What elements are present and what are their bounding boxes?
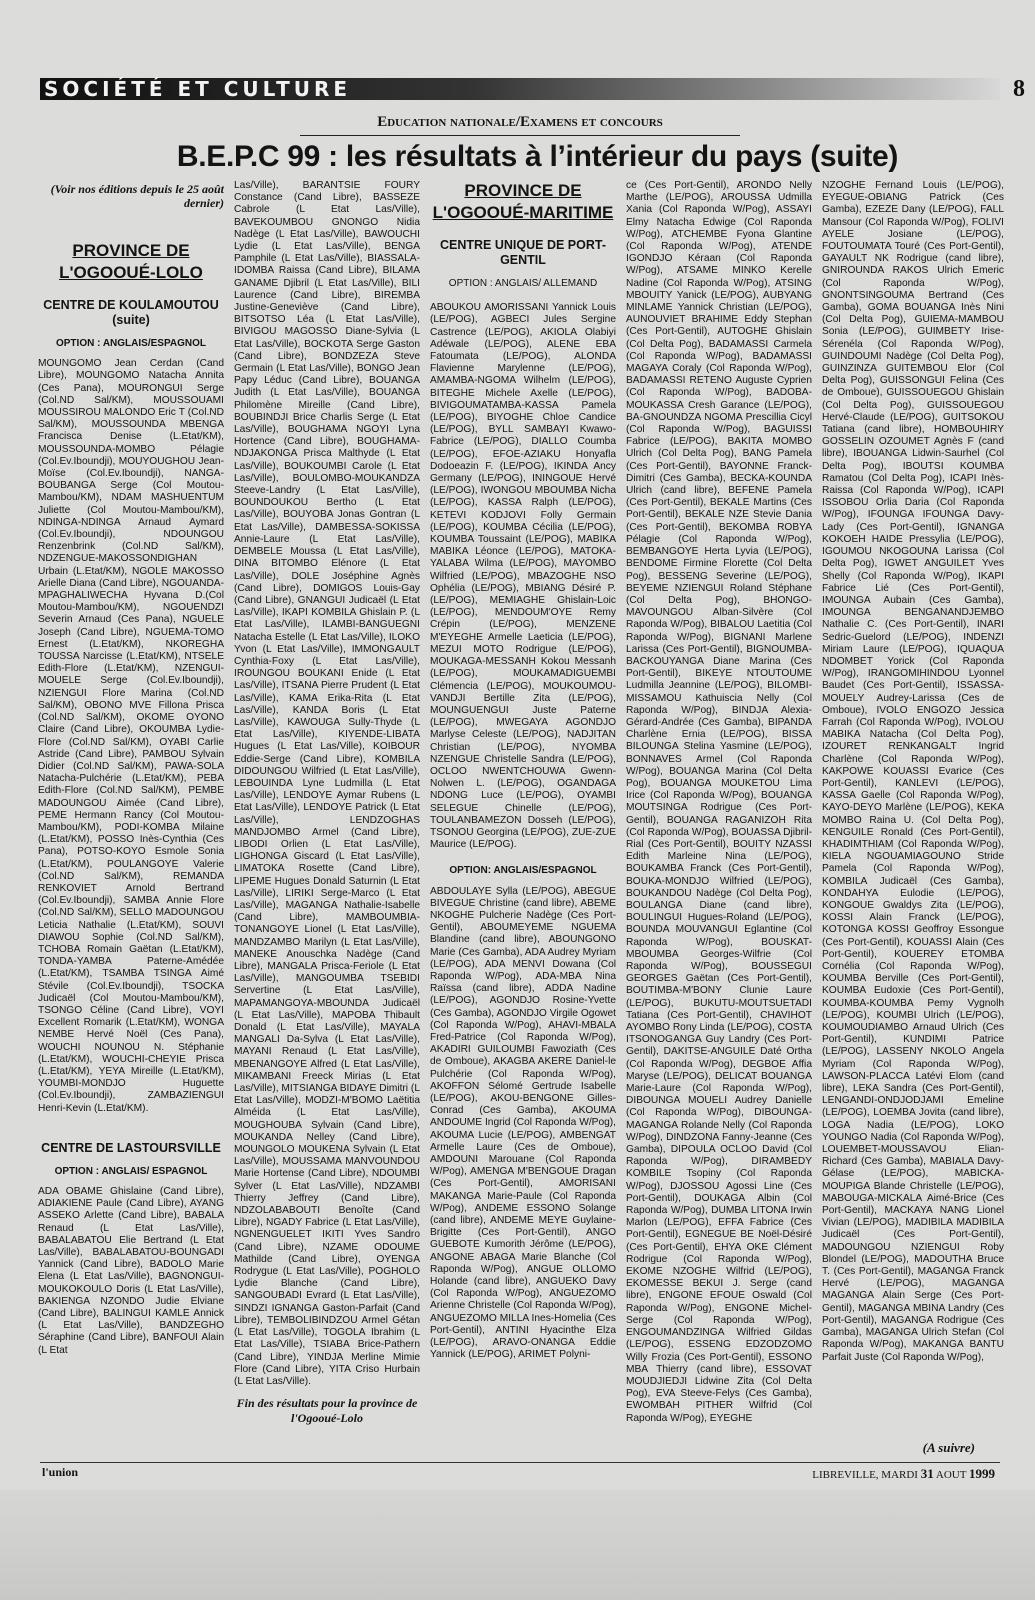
results-text: ABDOULAYE Sylla (LE/POG), ABEGUE BIVEGUE Christine (cand libre), ABEME NKOGHE Pulcherie Nadège (Ces Port-Gentil), ABOUMEYEME NGUEMA Blandine (cand libre), ABOUNGONO Marie (Ces Gamba), ADA Audrey Myriam (LE/POG), ADA MENVI Dowana (Col Raponda W/Pog), ADA-MBA Nina Raïssa (cand libre), ADDA Nadine (LE/POG), AGONDJO Rosine-Yvette (Ces Gamba), AGONDJO Virgile Ogowet (Col Raponda W/Pog), AHAVI-MBALA Fred-Patrice (Col Raponda W/Pog), AKADIRI GUILOUMBI Fawoziath (Ces de Omboue), AKAGBA AKERE Daniel-le Pulchérie (Col Raponda W/Pog), AKOFFON Sélomé Gertrude Isabelle (LE/POG), AKOU-BENGONE Gilles-Conrad (Ces Gamba), AKOUMA ANDOUME Ingrid (Col Raponda W/Pog), AKOUMA Lucie (LE/POG), AMBENGAT Armelle Laure (Ces de Omboue), AMDOUNI Marouane (Col Raponda W/Pog), AMENGA M'BENGOUE Dragan (Ces Port-Gentil), AMORISANI MAKANGA Marie-Paule (Col Raponda W/Pog), ANDEME ESSONO Solange (cand libre), ANDEME MEYE Guylaine-Brigitte (Ces Port-Gentil), ANGO GUEBOTE Kumorith Jérôme (LE/POG), ANGONE ABAGA Marie Blanche (Col Raponda W/Pog), ANGUE OLLOMO Holande (cand libre), ANGUEKO Davy (Col Raponda W/Pog), ANGUEZOMO Arienne Christelle (Col Raponda W/Pog), ANGUEZOMO MILLA Ines-Homelia (Ces Port-Gentil), ANTINI Hyacinthe Elza (LE/POG), ARAVO-ONANGA Eddie Yannick (LE/POG), ARIMET Polyni- xyxy=(430,885,616,1361)
end-note: Fin des résultats pour la province de l'Ogooué-Lolo xyxy=(236,1396,418,1426)
option-heading: OPTION : ANGLAIS/ ALLEMAND xyxy=(448,278,598,289)
results-text: Las/Ville), BARANTSIE FOURY Constance (Cand Libre), BASSEZE Cabrole (L Etat Las/Ville), BAVEKOUMBOU GNONGO Nidia Nadège (L Etat Las/Ville), BAWOUCHI Lydie (L Etat Las/Ville), BENGA Pamphile (L Etat Las/Ville), BIASSALA-IDOMBA Raissa (Cand Libre), BILAMA GANAME Djibril (L Etat Las/Ville), BILI Laurence (Cand Libre), BIREMBA Justine-Geneviève (Cand Libre), BITSOTSO Léa (L Etat Las/Ville), BIVIGOU MAGOSSO Diane-Sylvia (L Etat Las/Ville), BOCKOTA Serge Gaston (Cand Libre), BONDZEZA Steve Germain (L Etat Las/Ville), BONGO Jean Papy Léduc (Cand Libre), BOUANGA Judith (L Etat Las/Ville), BOUANGA Philomène Mireille (Cand Libre), BOUBINDJI Brice Charlis Serge (L Etat Las/Ville), BOUGHAMA NGOYI Lyna Hortence (Cand Libre), BOUGHAMA-NDJAKONGA Prisca Malthyde (L Etat Las/Ville), BOUKOUMBI Carole (L Etat Las/Ville), BOULOMBO-MOUKANDZA Steeve-Landry (L Etat Las/Ville), BOUNDOUKOU Bertho (L Etat Las/Ville), BOUYOBA Jonas Gontran (L Etat Las/Ville), DAMBESSA-SOKISSA Annie-Laure (L Etat Las/Ville), DEMBELE Moussa (L Etat Las/Ville), DINA BITOMBO Elénore (L Etat Las/Ville), DOLE Joséphine Agnès (Cand Libre), DOMIGOS Louis-Gay (Cand Libre), GNANGUI Judicaël (L Etat Las/Ville), IKAPI KOMBILA Ghislain P. (L Etat Las/Ville), ILAMBI-BANGUEGNI Natacha Estelle (L Etat Las/Ville), ILOKO Yvon (L Etat Las/Ville), IMMONGAULT Cynthia-Foxy (L Etat Las/Ville), IROUNGOU BOUKANI Enide (L Etat Las/Ville), ITSANA Pierre Prudent (L Etat Las/Ville), KAMA Erika-Rita (L Etat Las/Ville), KANDA Boris (L Etat Las/Ville), KAWOUGA Sully-Thyde (L Etat Las/Ville), KIYENDE-LIBATA Hugues (L Etat Las/Ville), KOIBOUR Eddie-Serge (Cand Libre), KOMBILA DIDOUNGOU Wilfried (L Etat Las/Ville), LEBOUINDA Lyne Ludmilla (L Etat Las/Ville), LENDOYE Aymar Rubens (L Etat Las/Ville), LENDOYE Patrick (L Etat Las/Ville), LENDZOGHAS MANDJOMBO Armel (Cand Libre), LIBODI Orlien (L Etat Las/Ville), LIGHONGA Giscard (L Etat Las/Ville), LIMATOKA Rosette (Cand Libre), LIPEME Hugues Donald Saturnin (L Etat Las/Ville), LIRIKI Serge-Marco (L Etat Las/Ville), MAGANGA Nathalie-Isabelle (Cand Libre), MAMBOUMBIA-TONANGOYE Lionel (L Etat Las/Ville), MANDZAMBO Marilyn (L Etat Las/Ville), MANEKE Anouschka Nadège (Cand Libre), MANGALA Prisca-Feriole (L Etat Las/Ville), MANGOUMBA TSEBIDI Servertine (L Etat Las/Ville), MAPAMANGOYA-MBOUNDA Judicaël (L Etat Las/Ville), MAPOBA Thibault Donald (L Etat Las/Ville), MAYALA MANGALI Da-Sylva (L Etat Las/Ville), MAYANI Renaud (L Etat Las/Ville), MBENANGOYE Alfred (L Etat Las/Ville), MIKAMBANI Freeck Mirias (L Etat Las/Ville), MITSIANGA BIDAYE Dimitri (L Etat Las/Ville), MODZI-M'BOMO Laëtitia Alméida (L Etat Las/Ville), MOUGHOUBA Sylvain (Cand Libre), MOUKANDA Nelley (Cand Libre), MOUNGOLO MOUKENA Sylvain (L Etat Las/Ville), MOUSSAMA MANVOUNDOU Marie Hortense (Cand Libre), NDOUMBI Sylver (L Etat Las/Ville), NDZAMBI Thierry Jeffrey (Cand Libre), NDZOLABABOUTI Benoîte (Cand Libre), NGADY Fabrice (L Etat Las/Ville), NGNENGUELET IKITI Yves Sandro (Cand Libre), NZAME ODOUME Mathilde (Cand Libre), OYENGA Rodrygue (L Etat Las/Ville), POGHOLO Lydie Blanche (Cand Libre), SANGOUBADI Evrard (L Etat Las/Ville), SINDZI IGNANGA Gaston-Parfait (Cand Libre), TEMBOLIBINDZOU Armel Gétan (L Etat Las/Ville), TOGOLA Ibrahim (L Etat Las/Ville), TSIABA Brice-Pathern (Cand Libre), YINDJA Merline Mimie Flore (Cand Libre), YITA Criso Hurbain (L Etat Las/Ville). xyxy=(234,180,420,1387)
centre-heading: CENTRE UNIQUE DE PORT-GENTIL xyxy=(440,238,606,267)
kicker-rule xyxy=(300,135,740,136)
centre-heading: CENTRE DE KOULAMOUTOU (suite) xyxy=(43,298,219,327)
page-number: 8 xyxy=(1013,76,1025,102)
date-month: AOUT xyxy=(935,1469,967,1481)
results-text: ce (Ces Port-Gentil), ARONDO Nelly Marthe (LE/POG), AROUSSA Udmilla Xania (Col Raponda W/Pog), ASSAYI Elmy Natacha Edwige (Col Raponda W/Pog), ATCHEMBE Fyona Glantine (Col Raponda W/Pog), ATENDE IGONDJO Kéraan (Col Raponda W/Pog), ATSAME MINKO Kerelle Nadine (Col Raponda W/Pog), ATSING MBOUITY Yanick (LE/POG), AUBYANG MINLAME Yannick Christian (LE/POG), AUNOUVIET BRAHIME Eddy Stephan (Ces Port-Gentil), AUTOGHE Ghislain (Col Delta Pog), BADAMASSI Carmela (Col Raponda W/Pog), BADAMASSI MAGAYA Coraly (Col Raponda W/Pog), BADAMASSI RETENO Auguste Cyprien (Col Raponda W/Pog), BADOBA-MOUKASSA Cresh Garance (LE/POG), BA-GNOUNDZA NGOMA Prescillia Cicyl (Col Raponda W/Pog), BAGUISSI Fabrice (LE/POG), BAKITA MOMBO Ulrich (Col Delta Pog), BANG Pamela (Ces Port-Gentil), BAYONNE Franck-Dimitri (Ces Gamba), BECKA-KOUNDA Ulrich (cand libre), BEFENE Pamela (Ces Port-Gentil), BEKALE Martins (Ces Port-Gentil), BEKALE NZE Stevie Dania (Ces Port-Gentil), BEKOMBA ROBYA Pélagie (Col Raponda W/Pog), BEMBANGOYE Herta Lyvia (LE/POG), BENDOME Firmine Florette (Col Delta Pog), BESSENG Severine (LE/POG), BEYEME NZIENGUI Roland Stéphane (Col Delta Pog), BHONGO-MAVOUNGOU Alban-Silvère (Col Raponda W/Pog), BIBALOU Laetitia (Col Raponda W/Pog), BIGNANI Marlene Larissa (Ces Port-Gentil), BIGNOUMBA-BACKOUYANGA Diane Marina (Ces Port-Gentil), BIKEYE NTOUTOUME Ludmilla Jeannine (LE/POG), BILOMBI-MISSAMOU Kathuiscia Nelly (Col Raponda W/Pog), BINDJA Alexia-Gérard-Andrée (Ces Gamba), BIPANDA Charlène Ernia (LE/POG), BISSA BILOUNGA Stelina Yasmine (LE/POG), BONNAVES Armel (Col Raponda W/Pog), BOUANGA Marina (Col Delta Pog), BOUANGA MOUKETOU Lima Irice (Col Raponda W/Pog), BOUANGA MOUTSINGA Rodrigue (Ces Port-Gentil), BOUANGA RAGANIZOH Rita (Col Raponda W/Pog), BOUASSA Djibril-Rial (Ces Port-Gentil), BOUITY NZASSI Edith Marleine Nina (LE/POG), BOUKAMBA Franck (Ces Port-Gentil), BOUKA-MONDJO Wilfried (LE/POG), BOUKANDOU Nadège (Col Delta Pog), BOULANGA Diane (cand libre), BOULINGUI Hugues-Roland (LE/POG), BOUNDA MOUVANGUI Eglantine (Col Raponda W/Pog), BOUSKAT-MBOUMBA Georges-Wilfrie (Col Raponda W/Pog), BOUSSEGUI GEORGES Gaëtan (Ces Port-Gentil), BOUTIMBA-M'BONY Clunie Laure (LE/POG), BUKUTU-MOUTSUETADI Tatiana (Ces Port-Gentil), CHAVIHOT AYOMBO Rony Linda (LE/POG), COSTA ITSONOGANGA Guy Landry (Ces Port-Gentil), DAKITSE-ANGUILE Daté Ortha (Col Raponda W/Pog), DEGBOE Affia Maryse (LE/POG), DELICAT BOUANGA Marie-Laure (Col Raponda W/Pog), DIBOUNGA MOUELI Audrey Danielle (Col Raponda W/Pog), DIBOUNGA-MAGANGA Rolande Nelly (Col Raponda W/Pog), DINDZONA Fanny-Jeanne (Ces Gamba), DIPOULA OCLOO David (Col Raponda W/Pog), DIRAMBEDY KOMBILE Tsopiny (Col Raponda W/Pog), DJOSSOU Agossi Line (Ces Port-Gentil), DOUKAGA Albin (Col Raponda W/Pog), DUMBA LITONA Irwin Marlon (LE/POG), EFFA Fabrice (Ces Port-Gentil), EGNEGUE BE Noël-Désiré (Ces Port-Gentil), EHYA OKE Clément Rodrigue (Col Raponda W/Pog), EKOME NZOGHE Wilfrid (LE/POG), EKOMESSE BEKUI J. Serge (cand libre), ENGONE EFOUE Oswald (Col Raponda W/Pog), ENGONE Michel-Serge (Col Raponda W/Pog), ENGOUMANDZINGA Wilfried Gildas (LE/POG), ESSENG EDZODZOMO Willy Frozia (Ces Port-Gentil), ESSONO MBA Thierry (cand libre), ESSOVAT MOUDJIEDJI Lidwine Zita (Col Delta Pog), EVA Steeve-Felys (Ces Gamba), EWOMBAH PITHER Wilfrid (Col Raponda W/Pog), EYEGHE xyxy=(626,180,812,1424)
results-text: MOUNGOMO Jean Cerdan (Cand Libre), MOUNGOMO Natacha Annita (Ces Pana), MOURONGUI Serge (Col.ND Sal/KM), MOUSSOUAMI MOUSSIROU MALONDO Eric T (Col.ND Sal/KM), MOUSSOUNDA MBENGA Francisca Denise (L.Etat/KM), MOUSSOUNDA-MOMBO Pélagie (Col.Ev.Iboundji), MOUYOUGHOU Jean-Moïse (Col.Ev.Iboundji), NANGA-BOUBANGA Serge (Col Moutou-Mambou/KM), NDAM MASHUENTUM Juliette (Col Moutou-Mambou/KM), NDINGA-NDINGA Arnaud Aymard (Col.Ev.Iboundji), NDOUNGOU Renzenbrink (Col.ND Sal/KM), NDZENGUE-MAKOSSONDIGHAN Urbain (L.Etat/KM), NGOLE MAKOSSO Arielle Diana (Cand Libre), NGOUANDA-MPAGHALIWECHA Hyvana D.(Col Moutou-Mambou/KM), NGOUENDZI Severin Arnaud (Ces Pana), NGUELE Joseph (Cand Libre), NGUEMA-TOMO Ernest (L.Etat/KM), NKOREGHA TOUSSA Narcisse (L.Etat/KM), NTSELE Edith-Flore (L.Etat/KM), NZENGUI-MOUELE Serge (Col.Ev.Iboundji), NZIENGUI Flore Marina (Col.ND Sal/KM), OBONO MVE Fillona Prisca (Col.ND Sal/KM), OKOME OYONO Claire (Cand Libre), OKOUMBA Lydie-Flore (Col.ND Sal/KM), OYABI Carlie Astride (Cand Libre), PAMBOU Sylvain Didier (Col.ND Sal/KM), PAWA-SOLA Natacha-Pulchérie (L.Etat/KM), PEBA Edith-Flore (Col.ND Sal/KM), PEMBE MADOUNGOU Aimée (Cand Libre), PEME Hermann Rancy (Col Moutou-Mambou/KM), PODI-KOMBA Milaine (L.Etat/KM), POSSO Inès-Cynthia (Ces Pana), POTSO-KOYO Esmole Sonia (L.Etat/KM), POULANGOYE Valerie (Col.ND Sal/KM), REMANDA RENKOVIET Arnold Bertrand (Col.Ev.Iboundji), SAMBA Annie Flore (Col.ND Sal/KM), SELLO MADOUNGOU Leticia Nathalie (L.Etat/KM), SOUVI DIAWOU Sophie (Col.ND Sal/KM), TCHOBA Romain Gaëtan (L.Etat/KM), TONDA-YAMBA Paterne-Amédée (L.Etat/KM), TSAMBA TSINGA Aimé Stévile (Col.Ev.Iboundji), TSOCKA Judicaël (Col Moutou-Mambou/KM), TSONGO Céline (Cand Libre), VOYI Excellent Romarik (L.Etat/KM), WONGA NEMBE Hervé Noël (Ces Pana), WOUCHI NOUNOU N. Stéphanie (L.Etat/KM), WOUCHI-CHEYIE Prisca (L.Etat/KM), YEYA Mireille (L.Etat/KM), YOUMBI-MONDJO Huguette (Col.Ev.Iboundji), ZAMBAZIENGUI Henri-Kevin (L.Etat/KM). xyxy=(38,358,224,1114)
headline: B.E.P.C 99 : les résultats à l’intérieur du pays (suite) xyxy=(176,140,899,173)
date-year: 1999 xyxy=(969,1466,995,1481)
centre-heading: CENTRE DE LASTOURSVILLE xyxy=(41,1140,221,1155)
column-5 xyxy=(822,180,1004,1440)
newspaper-brand: l'union xyxy=(42,1465,79,1479)
column-4 xyxy=(626,180,812,1450)
editor-note: (Voir nos éditions depuis le 25 août dernier) xyxy=(50,182,224,210)
option-heading: OPTION: ANGLAIS/ESPAGNOL xyxy=(449,865,597,877)
column-1 xyxy=(38,180,224,1460)
page-margin-bottom xyxy=(0,1490,1035,1600)
footer-rule xyxy=(40,1462,1000,1463)
date-day: 31 xyxy=(920,1466,934,1481)
results-text: NZOGHE Fernand Louis (LE/POG), EYEGUE-OBIANG Patrick (Ces Gamba), EZEZE Dany (LE/POG), FALL Mansour (Col Raponda W/Pog), FOLIVI AYELE Josiane (LE/POG), FOUTOUMATA Touré (Ces Port-Gentil), GAYAULT NK Rodrigue (cand libre), GNIROUNDA RAKOS Ulrich Emeric (Col Raponda W/Pog), GNONTSINGOUMA Bertrand (Ces Gamba), GOMA BOUANGA Inès Nini (Col Delta Pog), GUIEMA-MAMBOU Sonia (LE/POG), GUIMBETY Irise-Sérenéla (Col Raponda W/Pog), GUINDOUMI Nadège (Col Delta Pog), GUINZINZA GUITEMBOU Elor (Col Delta Pog), GUISSONGUI Felina (Ces de Omboue), GUISSOUEGOU Ghislain (Col Delta Pog), GUISSOUEGOU Hervé-Claude (LE/POG), GUITSOKOU Tatiana (cand libre), HOMBOUHIRY GOSSELIN OZOUMET Agnès F (cand libre), IBOUANGA Lidwin-Saurhel (Col Delta Pog), IBOUTSI KOUMBA Ramatou (Col Delta Pog), ICAPI Inès-Raissa (Col Raponda W/Pog), ICAPI ISSOBOU Orlia Daria (Col Raponda W/Pog), IFOUNGA IFOUNGA Davy-Lady (Ces Port-Gentil), IGNANGA KOKOEH HAIDE Pressylia (LE/POG), IGOUMOU NKOGOUNA Larissa (Col Delta Pog), IGWET ANGUILET Yves Shelly (Col Raponda W/Pog), IKAPI Fabrice Lié (Ces Port-Gentil), IMOUNGA Aubain (Ces Gamba), IMOUNGA BENGANANDJEMBO Nathalie C. (Ces Port-Gentil), INARI Sedric-Guelord (LE/POG), INDENZI Miriam Laure (LE/POG), IQUAQUA NDOMBET Yorick (Col Raponda W/Pog), IRANGOMIHINDOU Lyonnel Baudet (Ces Port-Gentil), ISSASSA-MOUELY Audrey-Larissa (Ces de Omboue), IVOLO ENGOZO Jessica Farrah (Col Raponda W/Pog), IVOLOU MABIKA Natacha (Col Delta Pog), IZOURET RENKANGALT Ingrid Charlène (Col Raponda W/Pog), KAKPOWE KOUASSI Evarice (Ces Port-Gentil), KANLEVI (LE/POG), KASSA Gaelle (Col Raponda W/Pog), KAYO-DEYO Marlène (LE/POG), KEKA MOMBO Raina U. (Col Delta Pog), KENGUILE Ronald (Ces Port-Gentil), KHADIMTHIAM (Col Raponda W/Pog), KIELA NGOUAMIAGOUNO Stride Pamela (Col Raponda W/Pog), KOMBILA Judicaël (Ces Gamba), KONDAHYA Eulodie (LE/POG), KONGOUE Gwaldys Zita (LE/POG), KOSSI Alain Franck (LE/POG), KOTONGA KOSSI Geoffroy Essongue (Ces Port-Gentil), KOUASSI Alain (Ces Port-Gentil), KOUEREY ETOMBA Cornélia (Col Raponda W/Pog), KOUMBA Berville (Ces Port-Gentil), KOUMBA Eudoxie (Ces Port-Gentil), KOUMBA-KOUMBA Pemy Vygnolh (LE/POG), KOUMBI Ulrich (LE/POG), KOUMOUDIAMBO Arnaud Ulrich (Ces Port-Gentil), KUNDIMI Patrice (LE/POG), LASSENY NKOLO Angela Myriam (Col Raponda W/Pog), LAWSON-PLACCA Latévi Elom (cand libre), LEKA Sandra (Ces Port-Gentil), LENGANDI-ONDJODJAMI Emeline (LE/POG), LOEMBA Jovita (cand libre), LOGA Nadia (LE/POG), LOKO YOUNGO Nadia (Col Raponda W/Pog), LOUEMBET-MOUSSAVOU Elian-Richard (Ces Gamba), MABIALA Davy-Gélase (LE/POG), MABICKA-MOUPIGA Blande Christelle (LE/POG), MABOUGA-MICKALA Aimé-Brice (Ces Port-Gentil), MACKAYA NANG Lionel Vivian (LE/POG), MADIBILA MADIBILA Judicaël (Ces Port-Gentil), MADOUNGOU NZIENGUI Roby Blondel (LE/POG), MADOUTHA Bruce T. (Ces Port-Gentil), MAGANGA Franck Hervé (LE/POG), MAGANGA MAGANGA Alain Serge (Ces Port-Gentil), MAGANGA MBINA Landry (Ces Port-Gentil), MAGANGA Rodrigue (Ces Gamba), MAGANGA Ulrich Stefan (Col Raponda W/Pog), MAKANGA BANTU Parfait Juste (Col Raponda W/Pog), xyxy=(822,180,1004,1363)
results-text: ADA OBAME Ghislaine (Cand Libre), ADIAKIENE Paule (Cand Libre), AYANG ASSEKO Arlette (Cand Libre), BABALA Renaud (L Etat Las/Ville), BABALABATOU Elie Bertrand (L Etat Las/Ville), BABALABATOU-BOUNGADI Yannick (Cand Libre), BADOLO Marie Elena (L Etat Las/Ville), BAGNONGUI-MOUKOKOULO Doris (L Etat Las/Ville), BAKIENGA NZONDO Judie Elviane (Cand Libre), BALINGUI KAMLE Annick (L Etat Las/Ville), BANDZEGHO Séraphine (Cand Libre), BANFOUI Alain (L Etat xyxy=(38,1186,224,1356)
option-heading: OPTION : ANGLAIS/ ESPAGNOL xyxy=(54,1165,208,1177)
province-heading: PROVINCE DE L'OGOOUÉ-MARITIME xyxy=(432,181,614,222)
continued-note: (A suivre) xyxy=(922,1440,975,1455)
results-text: ABOUKOU AMORISSANI Yannick Louis (LE/POG), AGBECI Jules Sergine Castrence (LE/POG), AKIOLA Olabiyi Adéwale (LE/POG), ALENE EBA Fatoumata (LE/POG), ALONDA Flavienne Marylenne (LE/POG), AMAMBA-NGOMA Wilhelm (LE/POG), BITEGHE Michele Axelle (LE/POG), BIVIGOUMATAMBA-KASSA Pamela (LE/POG), BIYOGHE Chloe Candice (LE/POG), BYLL SAMBAYI Kwawo-Fabrice (LE/POG), DIALLO Coumba (LE/POG), EFOE-AZIAKU Honyafla Dodoeazin F. (LE/POG), IKINDA Ancy Germany (LE/POG), ININGOUE Hervé (LE/POG), IWONGOU MBOUMBA Nicha (LE/POG), KASSA Ralph (LE/POG), KETEVI KODJOVI Folly Germain (LE/POG), KOUMBA Cécilia (LE/POG), KOUMBA Toussaint (LE/POG), MABIKA MABIKA Léonce (LE/POG), MATOKA-YALABA Wilma (LE/POG), MAYOMBO Wilfried (LE/POG), MBAZOGHE NSO Ophélia (LE/POG), MBIANG Désiré P. (LE/POG), MEMIAGHE Ghislain-Loic (LE/POG), MENDOUM'OYE Remy Crépin (LE/POG), MENZENE M'EYEGHE Armelle Laeticia (LE/POG), MEZUI MOTO Rodrigue (LE/POG), MOUKAGA-MESSANH Kokou Messanh (LE/POG), MOUKAMADIGUEMBI Clémencia (LE/POG), MOUKOUMOU-VANDJI Bertille Zita (LE/POG), MOUNGUENGUI Juste Paterne (LE/POG), MWEGAYA AGONDJO Marlyse Celeste (LE/POG), NADJITAN Christian (LE/POG), NYOMBA NZENGUE Christelle Sandra (LE/POG), OCLOO NWENTCHOUWA Gwenn-Nolwen L. (LE/POG), OGANDAGA NDONG Luce (LE/POG), OYAMBI SELEGUE Chinelle (LE/POG), TOULANBAMEZON Dosseh (LE/POG), TSONOU Georgina (LE/POG), ZUE-ZUE Maurice (LE/POG). xyxy=(430,302,616,851)
date-city: LIBREVILLE, MARDI xyxy=(812,1469,918,1481)
province-heading: PROVINCE DE L'OGOOUÉ-LOLO xyxy=(59,241,203,282)
kicker: Education nationale/Examens et concours xyxy=(377,114,663,130)
column-3 xyxy=(430,180,616,1450)
option-heading: OPTION : ANGLAIS/ESPAGNOL xyxy=(55,338,206,349)
section-title: SOCIÉTÉ ET CULTURE xyxy=(44,77,352,101)
issue-date xyxy=(812,1466,995,1482)
column-2 xyxy=(234,180,420,1460)
